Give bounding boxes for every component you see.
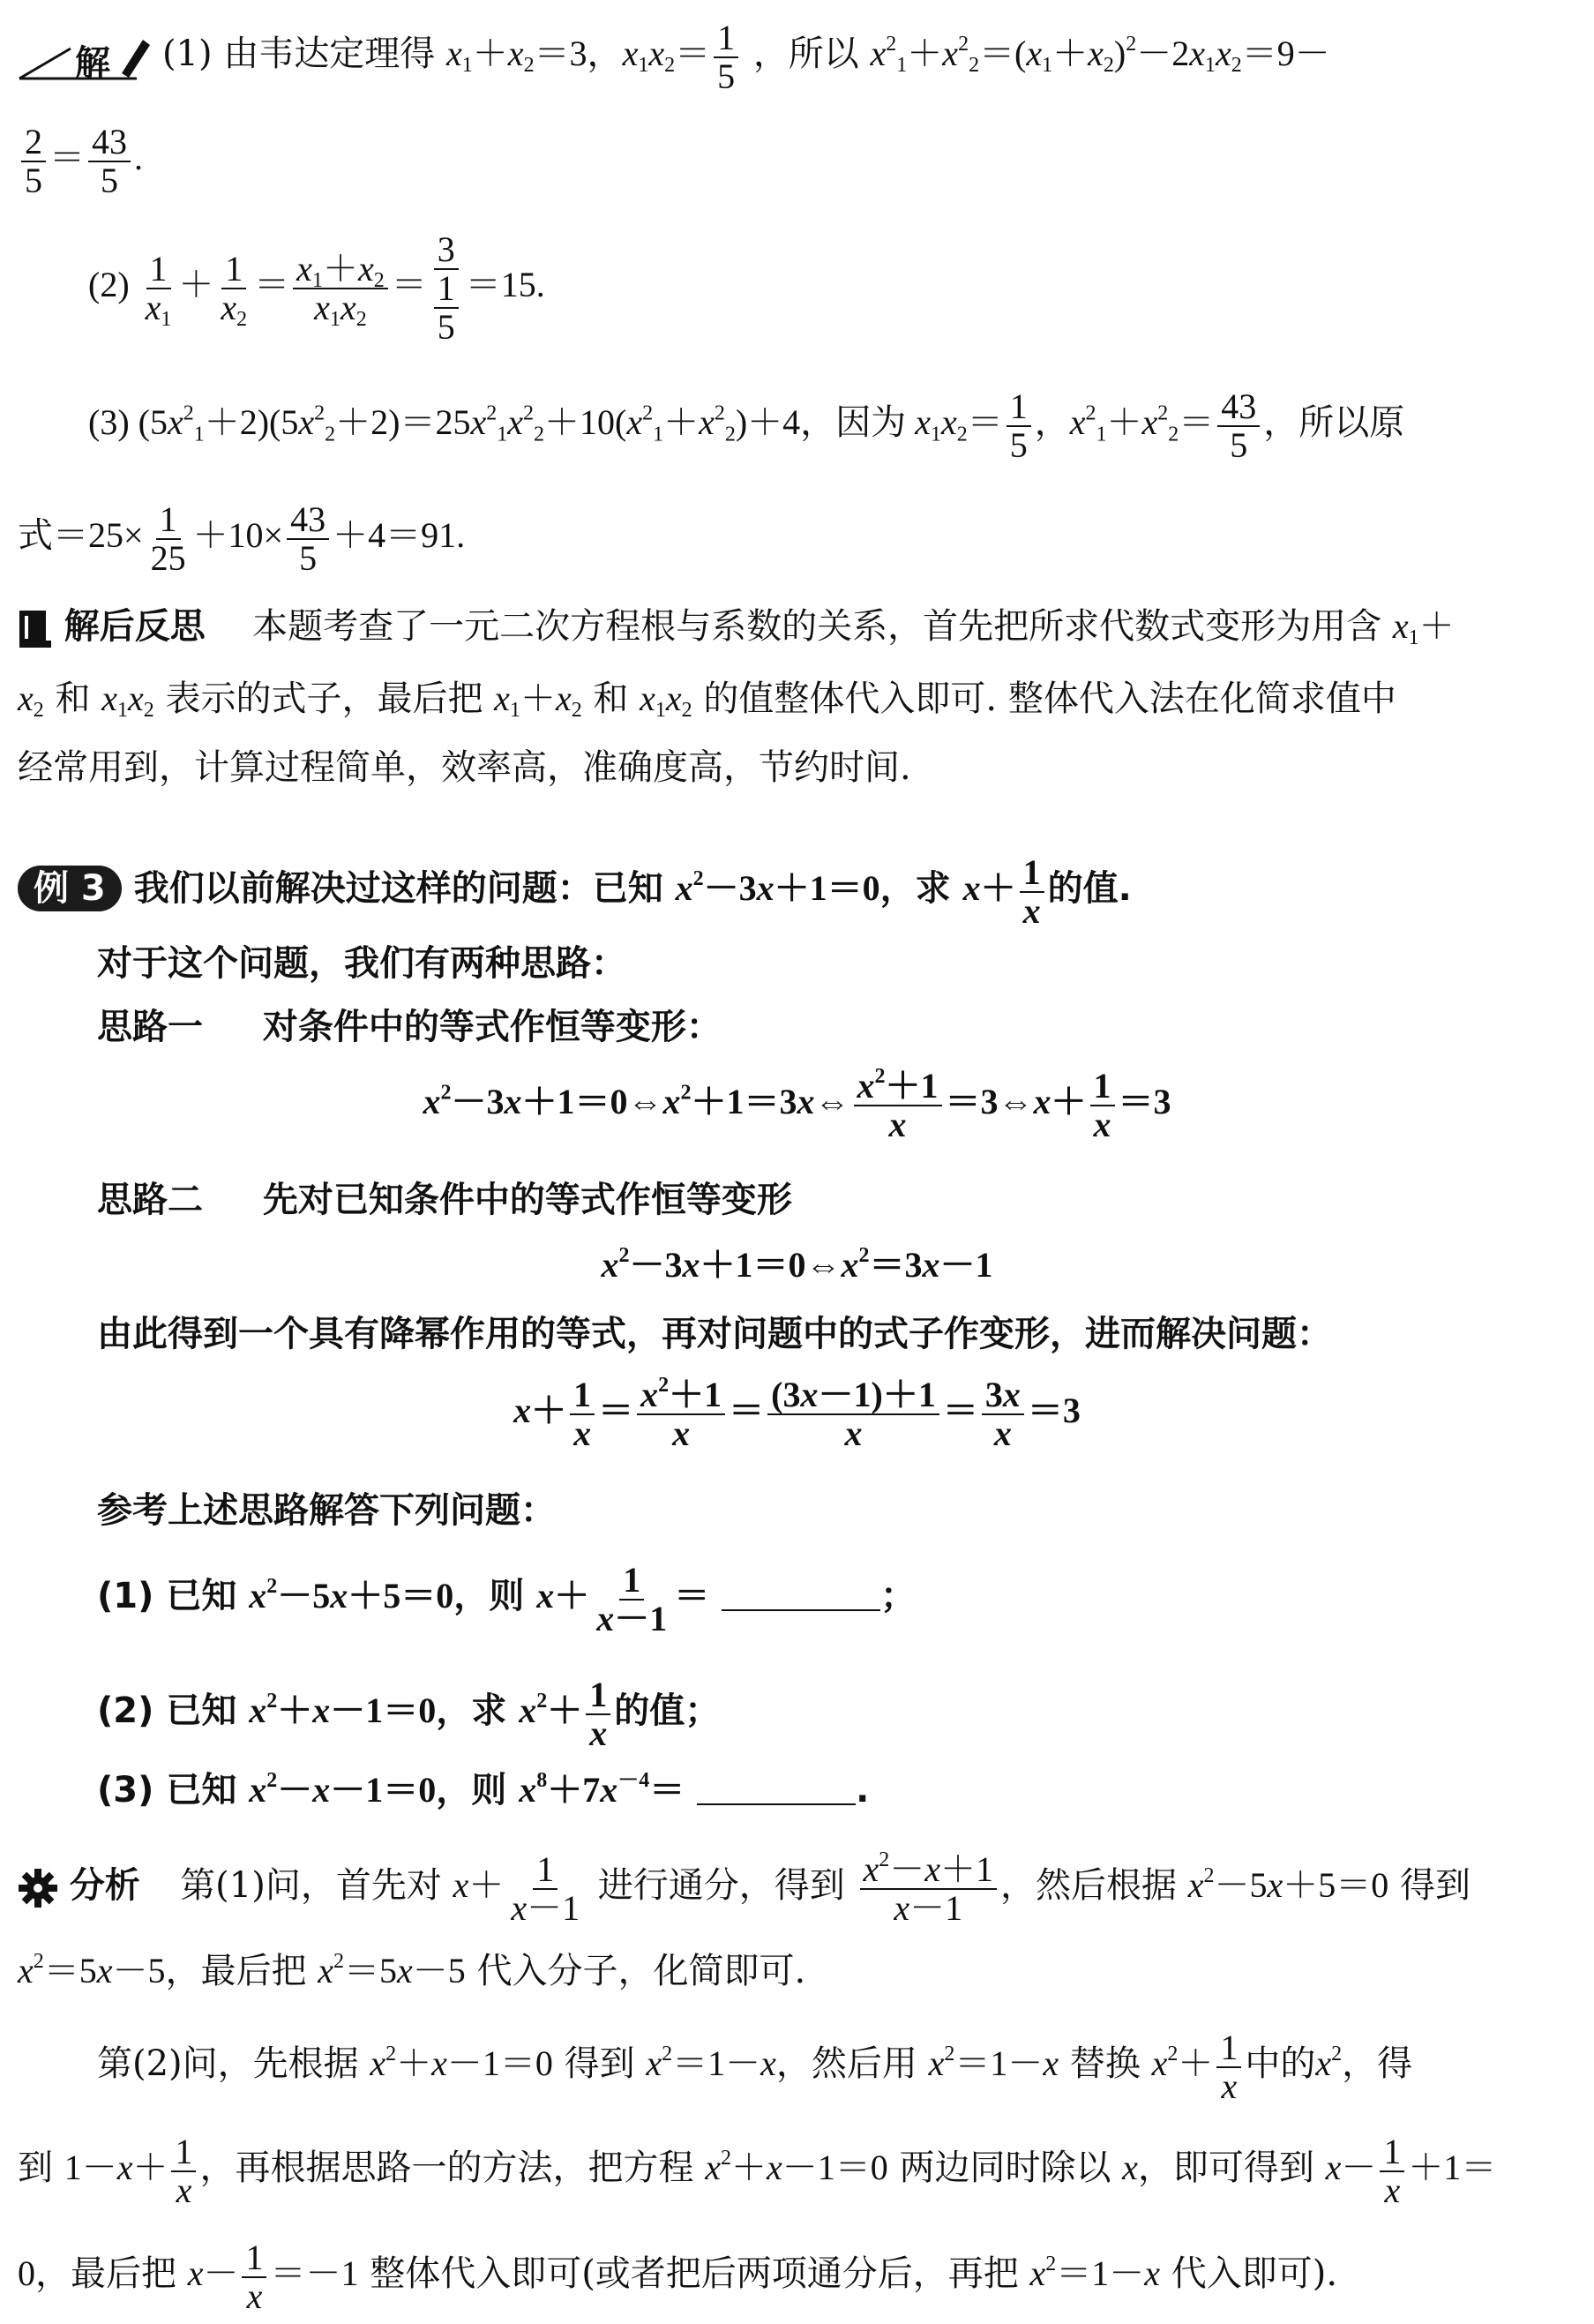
example3-way1: 思路一 对条件中的等式作恒等变形： [97,1007,722,1047]
question-1: (1) 已知 $x^2-5x+5=0$，则 x＋ $\frac{1}{x-1}$ ＝ ； [97,1560,917,1638]
analysis-line-2: $x^2=5x-5$，最后把 $x^2=5x-5$ 代入分子，化简即可. [18,1950,806,1991]
example3-refer: 参考上述思路解答下列问题： [97,1490,556,1531]
p3-shi: 式 [18,515,53,556]
gear-icon [18,1868,58,1908]
way1-formula: $x^2-3x+1=0\Leftrightarrow x^2+1=3x\Leftrightarrow$ $\frac{x^2+1}{x}$ ＝3⇔x＋ $\frac{1}{x}$ ＝3 [423,1065,1171,1144]
question-3: (3) 已知 $x^2-x-1=0$，则 $x^8+7x^{-4}=$ . [97,1769,870,1810]
solution-part-2: (2) $\frac{1}{x_1}$ ＋ $\frac{1}{x_2}$ ＝ $\frac{x_1+x_2}{x_1x_2}$ ＝ $\frac{3}{\frac{1}{5}}$ ＝15. [88,229,545,347]
answer-blank-1[interactable] [722,1574,880,1611]
solution-line-2: $\frac{2}{5}$ ＝ $\frac{43}{5}$ . [18,124,143,199]
example3-two-ways: 对于这个问题，我们有两种思路： [97,943,626,984]
analysis-line-4: 到 1－x＋ $\frac{1}{x}$ ，再根据思路一的方法，把方程 $x^2+x-1=0$ 两边同时除以 x，即可得到 x－ $\frac{1}{x}$ ＋1＝ [18,2132,1497,2210]
example3-derive: 由此得到一个具有降幂作用的等式，再对问题中的式子作变形，进而解决问题： [97,1314,1332,1354]
way2-derive-formula: x＋ $\frac{1}{x}$ ＝ $\frac{x^2+1}{x}$ ＝ $\frac{(3x-1)+1}{x}$ ＝ $\frac{3x}{x}$ ＝3 [513,1374,1081,1453]
solution-line-1 [18,19,1330,95]
solution-part-3-cont: 式＝25× $\frac{1}{25}$ ＋10× $\frac{43}{5}$ ＋4＝91. [18,499,466,578]
answer-blank-3[interactable] [697,1768,856,1805]
p3-because: 因为 [835,402,907,443]
solution-part-3: (3) $(5x^2_1+2)(5x^2_2+2)=25x^2_1x^2_2+10(x^2_1+x^2_2)+4$，因为 $x_1x_2=$ $\frac{1}{5}$ ，$x^2_1+x^2_2=$ $\frac{43}{5}$ ，所以原 [88,386,1405,465]
book-icon [18,609,53,649]
p1-math-2: $x^2_1+x^2_2=(x_1+x_2)^2-2x_1x_2=9-$ [870,33,1330,78]
reflection-label: 解后反思 [64,606,206,647]
way2-formula: $x^2-3x+1=0\Leftrightarrow x^2=3x-1$ [601,1244,993,1285]
example3-way2: 思路二 先对已知条件中的等式作恒等变形 [97,1180,792,1220]
reflection-line-2: $x_2$ 和 $x_1x_2$ 表示的式子，最后把 $x_1+x_2$ 和 $x_1x_2$ 的值整体代入即可. 整体代入法在化简求值中 [18,678,1396,723]
analysis-line-1: 分析 第(1)问，首先对 x＋ $\frac{1}{x-1}$ 进行通分，得到 $\frac{x^2-x+1}{x-1}$ ，然后根据 $x^2-5x+5=0$ 得到 [18,1851,1471,1927]
analysis-line-3: 第(2)问，先根据 $x^2+x-1=0$ 得到 $x^2=1-x$，然后用 $x^2=1-x$ 替换 $x^2+$ $\frac{1}{x}$ 中的$x^2$，得 [97,2028,1413,2106]
example3-intro: 例 3 我们以前解决过这样的问题：已知 $x^2-3x+1=0$，求 x＋ $\frac{1}{x}$ 的值. [18,854,1132,930]
p3-label: (3) [88,402,130,443]
p3-so-orig: 所以原 [1298,402,1405,443]
svg-text:解: 解 [75,43,110,83]
reflection-line-3 [18,746,911,789]
p1-so: ，所以 [752,34,871,75]
analysis-line-5: 0，最后把 x－ $\frac{1}{x}$ ＝－1 整体代入即可(或者把后两项通分后，再把 $x^2=1-x$ 代入即可). [18,2238,1338,2316]
question-2: (2) 已知 $x^2+x-1=0$，求 $x^2+$ $\frac{1}{x}$ 的值； [97,1675,721,1753]
analysis-label: 分析 [69,1865,140,1907]
p1-math: $x_1+x_2=3$，$x_1x_2=$ $\frac{1}{5}$ [446,34,742,73]
pencil-icon [18,29,150,82]
solution-label [18,34,162,83]
example3-badge: 例 3 [18,866,122,911]
p1-prefix: (1) 由韦达定理得 [161,34,447,75]
reflection-line-1: 解后反思 本题考查了一元二次方程根与系数的关系，首先把所求代数式变形为用含 $x_1+$ [18,605,1455,649]
reflection-text-1: 本题考查了一元二次方程根与系数的关系，首先把所求代数式变形为用含 [252,606,1382,647]
reflection-text-3: 经常用到，计算过程简单，效率高，准确度高，节约时间. [18,747,911,788]
p2-label: (2) [88,265,130,305]
